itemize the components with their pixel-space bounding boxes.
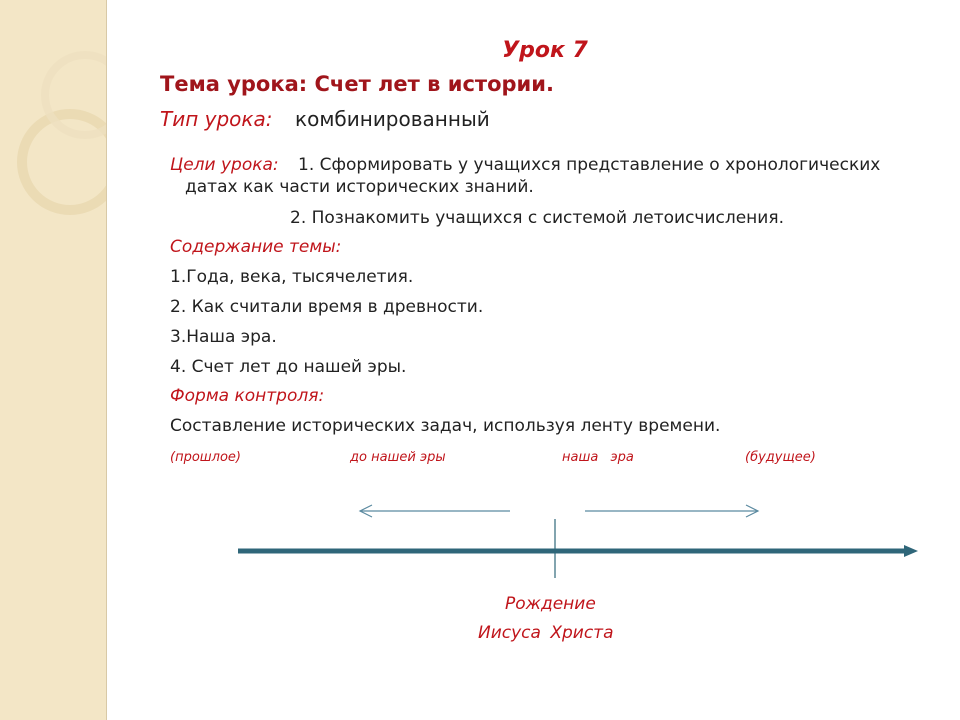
birth-label-line-2: Иисуса Христа <box>478 623 614 643</box>
content-item: 1.Года, века, тысячелетия. <box>170 267 414 287</box>
timeline-bc-label: до нашей эры <box>350 450 446 465</box>
lesson-type-label: Тип урока: <box>160 107 273 131</box>
timeline-ad-label: наша эра <box>562 450 634 465</box>
control-text: Составление исторических задач, используя ленту времени. <box>170 416 721 436</box>
lesson-type-value: комбинированный <box>295 107 490 131</box>
content-item: 4. Счет лет до нашей эры. <box>170 357 407 377</box>
birth-label-line-1: Рождение <box>505 594 596 614</box>
control-label: Форма контроля: <box>170 386 325 406</box>
lesson-topic: Тема урока: Счет лет в истории. <box>160 72 554 96</box>
goals-label: Цели урока: <box>170 155 279 175</box>
content-item: 2. Как считали время в древности. <box>170 297 484 317</box>
arrow-left-icon <box>360 505 510 517</box>
lesson-title: Урок 7 <box>502 38 588 63</box>
arrow-right-icon <box>585 505 758 517</box>
timeline-past-label: (прошлое) <box>170 450 242 465</box>
content-item: 3.Наша эра. <box>170 327 277 347</box>
timeline-future-label: (будущее) <box>745 450 816 465</box>
content-label: Содержание темы: <box>170 237 342 257</box>
goal-2: 2. Познакомить учащихся с системой летоисчисления. <box>290 208 784 228</box>
goal-1-line-1: 1. Сформировать у учащихся представление о хронологических <box>298 155 881 175</box>
timeline-axis <box>238 545 918 557</box>
goal-1-line-2: датах как части исторических знаний. <box>185 177 534 197</box>
